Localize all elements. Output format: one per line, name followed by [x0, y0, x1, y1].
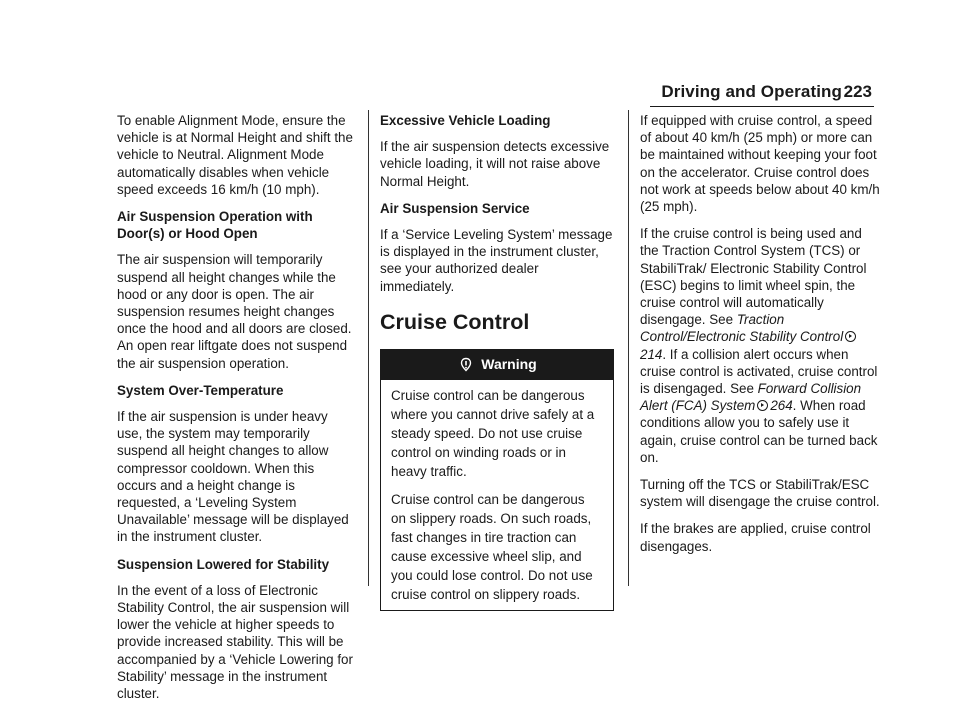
column-right [640, 112, 880, 565]
chapter-title: Driving and Operating [661, 82, 842, 101]
column-divider-left [368, 110, 369, 586]
disengage-text-b: . If a collision alert occurs when cruise control is activated, cruise control is disengaged. See [640, 346, 878, 397]
warning-icon [457, 357, 475, 373]
cruise-disengage-paragraph [640, 225, 880, 466]
warning-body [381, 380, 613, 610]
suspension-service-paragraph: If a ‘Service Leveling System’ message is displayed in the instrument cluster, see your authorized dealer immediately. [380, 227, 613, 294]
disengage-text-c: . When road conditions allow you to safely use it again, cruise control can be turned back on. [640, 398, 878, 465]
warning-paragraph-2: Cruise control can be dangerous on slippery roads. On such roads, fast changes in tire traction can cause excessive wheel slip, and you could lose control. Do not use cruise control on slippery roads. [391, 491, 593, 602]
warning-label: Warning [481, 356, 537, 373]
column-left [117, 112, 355, 712]
brakes-paragraph: If the brakes are applied, cruise control disengages. [640, 521, 871, 554]
page-ref-arrow-icon [845, 331, 856, 342]
disengage-text-a: If the cruise control is being used and the Traction Control System (TCS) or StabiliTrak/ Electronic Stability Control (ESC) begins to limit wheel spin, the cruise control will automatically disengage. See [640, 226, 867, 328]
warning-box [380, 349, 614, 611]
traction-control-link[interactable]: Traction Control/Electronic Stability Control [640, 312, 844, 345]
excessive-loading-paragraph: If the air suspension detects excessive vehicle loading, it will not raise above Normal Height. [380, 139, 610, 189]
tcs-off-paragraph: Turning off the TCS or StabiliTrak/ESC system will disengage the cruise control. [640, 477, 880, 510]
forward-collision-page-ref[interactable]: 264 [770, 398, 793, 414]
alignment-mode-paragraph: To enable Alignment Mode, ensure the vehicle is at Normal Height and shift the vehicle to Neutral. Alignment Mode automatically disables when vehicle speed exceeds 16 km/h (10 mph). [117, 113, 353, 197]
column-divider-right [628, 110, 629, 586]
doors-open-paragraph: The air suspension will temporarily suspend all height changes while the hood or any door is open. The air suspension resumes height changes once the hood and all doors are closed. An open rear liftgate does not suspend the air suspension operation. [117, 252, 352, 371]
cruise-control-title: Cruise Control [380, 309, 530, 334]
warning-header [381, 350, 613, 380]
doors-open-heading: Air Suspension Operation with Door(s) or Hood Open [117, 209, 313, 242]
lowered-stability-heading: Suspension Lowered for Stability [117, 556, 330, 572]
forward-collision-link[interactable]: Forward Collision Alert (FCA) System [640, 381, 862, 414]
traction-control-page-ref[interactable]: 214 [640, 346, 663, 362]
column-middle [380, 112, 616, 611]
over-temperature-heading: System Over-Temperature [117, 382, 284, 398]
excessive-loading-heading: Excessive Vehicle Loading [380, 113, 551, 128]
header-rule [650, 106, 874, 107]
over-temperature-paragraph: If the air suspension is under heavy use, the system may temporarily suspend all height changes to allow compressor cooldown. When this occurs and a height change is requested, a ‘Leveling System Unavailable’ message will be displayed in the instrument cluster. [117, 409, 349, 545]
warning-paragraph-1: Cruise control can be dangerous where you cannot drive safely at a steady speed. Do not use cruise control on winding roads or in heavy traffic. [391, 387, 595, 479]
lowered-stability-paragraph: In the event of a loss of Electronic Stability Control, the air suspension will lower the vehicle at higher speeds to provide increased stability. This will be accompanied by a ‘Vehicle Lowering for Stability’ message in the instrument cluster. [117, 582, 353, 702]
page-header [0, 78, 960, 108]
page-number: 223 [843, 82, 872, 101]
page-ref-arrow-icon [757, 400, 768, 411]
cruise-intro-paragraph: If equipped with cruise control, a speed of about 40 km/h (25 mph) or more can be maintained without keeping your foot on the accelerator. Cruise control does not work at speeds below about 40 km/h (25 mph). [640, 113, 880, 215]
suspension-service-heading: Air Suspension Service [380, 200, 530, 216]
